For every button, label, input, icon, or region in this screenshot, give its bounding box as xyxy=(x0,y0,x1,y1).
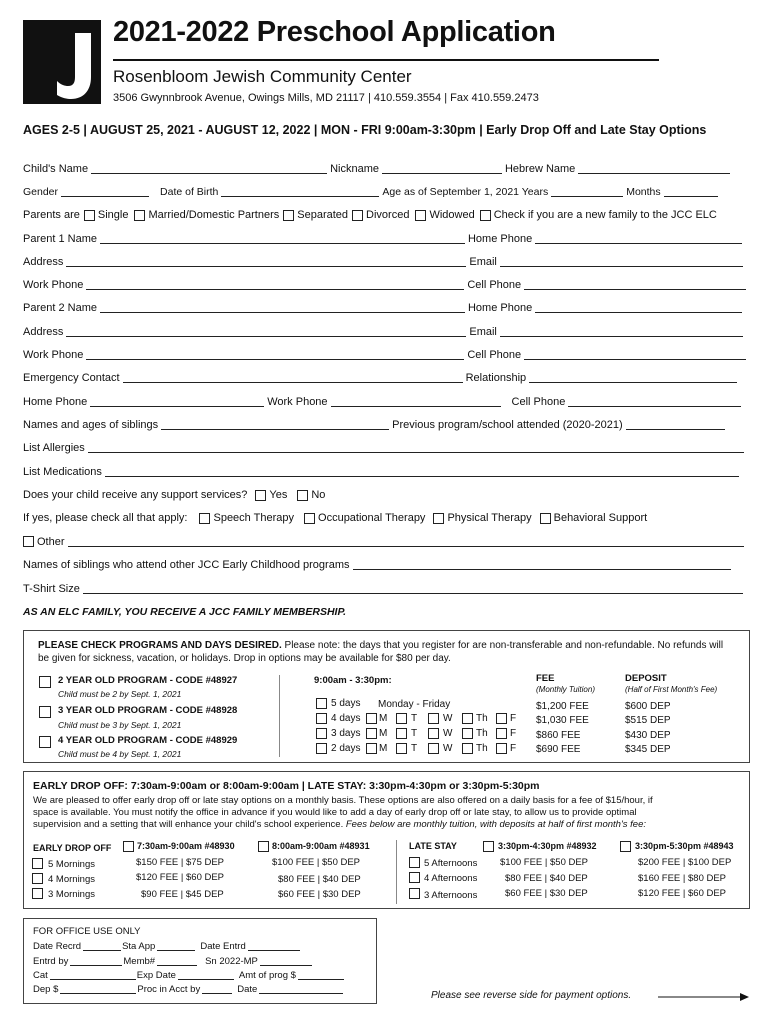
jcc-logo xyxy=(23,20,101,104)
office-row-4: Dep $ Proc in Acct by Date xyxy=(33,984,343,995)
programs-section: PLEASE CHECK PROGRAMS AND DAYS DESIRED. Please note: the days that you register for are non-transferable and non-refundable. No refunds will be given for sickness, vacation, or holidays. Drop in options may be available for $80 per day. 2 YEAR OLD PROGRAM - CODE #48927 Child must be 2 by Sept. 1, 2021 3 YEAR OLD PROGRAM - CODE #48928 Child must be 3 by Sept. 1, 2021 4 YEAR OLD PROGRAM - CODE #48929 Child must be 4 by Sept. 1, 2021 9:00am - 3:30pm: Monday - Friday 5 days 4 days M T W Th F 3 days M T W Th F 2 days M T W Th F FEE (Monthly Tuition) DEPOSIT (Half of First Month's Fee) $1,200 FEE $1,030 FEE $860 FEE $690 FEE $600 DEP $515 DEP $430 DEP $345 DEP xyxy=(23,630,750,763)
cat-field[interactable] xyxy=(50,971,136,980)
programs-heading: PLEASE CHECK PROGRAMS AND DAYS DESIRED. xyxy=(38,640,282,651)
support-yes-checkbox[interactable] xyxy=(255,490,266,501)
days5-checkbox[interactable] xyxy=(316,698,327,709)
afternoons4-checkbox[interactable] xyxy=(409,872,420,883)
opt-330-430-checkbox[interactable] xyxy=(483,841,494,852)
mornings3-checkbox[interactable] xyxy=(32,888,43,899)
occupational-therapy-checkbox[interactable] xyxy=(304,513,315,524)
days4-f-checkbox[interactable] xyxy=(496,713,507,724)
deposit-heading: DEPOSIT xyxy=(625,673,667,684)
deposit-5days: $600 DEP xyxy=(625,701,671,712)
widowed-checkbox[interactable] xyxy=(415,210,426,221)
parent2-address-field[interactable] xyxy=(66,326,466,337)
parent2-work-phone-field[interactable] xyxy=(86,349,464,360)
opt-800-checkbox[interactable] xyxy=(258,841,269,852)
afternoons3-label: 3 Afternoons xyxy=(424,890,478,901)
program-2yr-checkbox[interactable] xyxy=(39,676,51,688)
row-allergies: List Allergies xyxy=(23,442,747,454)
age-years-field[interactable] xyxy=(551,186,623,197)
nickname-field[interactable] xyxy=(382,163,502,174)
office-date-field[interactable] xyxy=(259,985,343,994)
opt3-fee-5: $100 FEE | $50 DEP xyxy=(500,857,589,868)
programs-note-1: Please note: the days that you register for are non-transferable and non-refundable. No refunds will xyxy=(284,640,724,651)
single-checkbox[interactable] xyxy=(84,210,95,221)
days4-m-checkbox[interactable] xyxy=(366,713,377,724)
row-parent1-address: Address Email xyxy=(23,256,746,268)
dob-field[interactable] xyxy=(221,186,379,197)
early-late-heading: EARLY DROP OFF: 7:30am-9:00am or 8:00am-9:00am | LATE STAY: 3:30pm-4:30pm or 3:30pm-5:30pm xyxy=(33,780,540,792)
days2-t-checkbox[interactable] xyxy=(396,743,407,754)
days3-f-checkbox[interactable] xyxy=(496,728,507,739)
early-late-divider xyxy=(396,840,397,904)
row-parent1-name: Parent 1 Name Home Phone xyxy=(23,233,745,245)
speech-therapy-checkbox[interactable] xyxy=(199,513,210,524)
opt3-fee-4: $80 FEE | $40 DEP xyxy=(505,873,588,884)
opt3-fee-3: $60 FEE | $30 DEP xyxy=(505,888,588,899)
fee-heading: FEE xyxy=(536,673,555,684)
divorced-checkbox[interactable] xyxy=(352,210,363,221)
row-parent2-work: Work Phone Cell Phone xyxy=(23,349,749,361)
deposit-3days: $430 DEP xyxy=(625,730,671,741)
parent2-home-phone-field[interactable] xyxy=(535,302,742,313)
days4-checkbox[interactable] xyxy=(316,713,327,724)
parent1-email-field[interactable] xyxy=(500,256,743,267)
other-checkbox[interactable] xyxy=(23,536,34,547)
program-3yr-checkbox[interactable] xyxy=(39,706,51,718)
gender-field[interactable] xyxy=(61,186,149,197)
support-no-checkbox[interactable] xyxy=(297,490,308,501)
program-3yr-title: 3 YEAR OLD PROGRAM - CODE #48928 xyxy=(58,705,238,716)
days3-checkbox[interactable] xyxy=(316,728,327,739)
deposit-subheading: (Half of First Month's Fee) xyxy=(625,685,718,694)
emergency-cell-phone-field[interactable] xyxy=(568,396,741,407)
program-3yr-requirement: Child must be 3 by Sept. 1, 2021 xyxy=(58,720,182,730)
emergency-work-phone-field[interactable] xyxy=(331,396,501,407)
mornings5-label: 5 Mornings xyxy=(48,859,95,870)
emergency-home-phone-field[interactable] xyxy=(90,396,264,407)
proc-in-acct-field[interactable] xyxy=(202,985,232,994)
opt1-fee-4: $120 FEE | $60 DEP xyxy=(136,872,225,883)
opt-730-checkbox[interactable] xyxy=(123,841,134,852)
opt1-fee-5: $150 FEE | $75 DEP xyxy=(136,857,225,868)
programs-note-2: be given for sickness, vacation, or holidays. Drop in options may be available for $80 per day. xyxy=(38,653,451,664)
program-2yr-title: 2 YEAR OLD PROGRAM - CODE #48927 xyxy=(58,675,238,686)
sta-app-field[interactable] xyxy=(157,942,195,951)
parent2-email-field[interactable] xyxy=(500,326,743,337)
fee-subheading: (Monthly Tuition) xyxy=(536,685,595,694)
mornings3-label: 3 Mornings xyxy=(48,889,95,900)
opt2-fee-5: $100 FEE | $50 DEP xyxy=(272,857,361,868)
row-services: If yes, please check all that apply: Speech Therapy Occupational Therapy Physical Therapy Behavioral Support xyxy=(23,512,648,524)
row-child-name: Child's Name Nickname Hebrew Name xyxy=(23,163,733,175)
opt-800-label: 8:00am-9:00am #48931 xyxy=(272,841,370,851)
parent2-cell-phone-field[interactable] xyxy=(524,349,746,360)
opt2-fee-3: $60 FEE | $30 DEP xyxy=(278,889,361,900)
date-entrd-field[interactable] xyxy=(248,942,300,951)
days4-t-checkbox[interactable] xyxy=(396,713,407,724)
organization-name: Rosenbloom Jewish Community Center xyxy=(113,67,412,86)
entrd-by-field[interactable] xyxy=(70,957,122,966)
parent1-address-field[interactable] xyxy=(66,256,466,267)
program-4yr-title: 4 YEAR OLD PROGRAM - CODE #48929 xyxy=(58,735,238,746)
sn-2022-mp-field[interactable] xyxy=(260,957,312,966)
days2-w-checkbox[interactable] xyxy=(428,743,439,754)
row-other: Other xyxy=(23,536,747,548)
row-support: Does your child receive any support services? Yes No xyxy=(23,489,326,501)
mon-fri-label: Monday - Friday xyxy=(378,699,451,710)
opt4-fee-4: $160 FEE | $80 DEP xyxy=(638,873,727,884)
age-months-field[interactable] xyxy=(664,186,718,197)
opt-330-530-label: 3:30pm-5:30pm #48943 xyxy=(635,841,734,851)
row-parents-are: Parents are Single Married/Domestic Partners Separated Divorced Widowed Check if you are a new family to the JCC ELC xyxy=(23,209,717,221)
organization-address: 3506 Gwynnbrook Avenue, Owings Mills, MD 21117 | 410.559.3554 | Fax 410.559.2473 xyxy=(113,92,539,104)
row-emergency-phones: Home Phone Work Phone Cell Phone xyxy=(23,396,744,408)
office-use-section xyxy=(23,918,377,1004)
program-banner: AGES 2-5 | AUGUST 25, 2021 - AUGUST 12, 2022 | MON - FRI 9:00am-3:30pm | Early Drop Off and Late Stay Options xyxy=(23,123,707,137)
days5-label: 5 days xyxy=(331,698,361,709)
opt-730-label: 7:30am-9:00am #48930 xyxy=(137,841,235,851)
row-siblings-jcc: Names of siblings who attend other JCC Early Childhood programs xyxy=(23,559,734,571)
early-dropoff-label: EARLY DROP OFF xyxy=(33,843,112,853)
fee-2days: $690 FEE xyxy=(536,744,581,755)
separated-checkbox[interactable] xyxy=(283,210,294,221)
row-parent2-address: Address Email xyxy=(23,326,746,338)
reverse-side-note: Please see reverse side for payment options. xyxy=(431,990,632,1001)
emergency-contact-field[interactable] xyxy=(123,372,463,383)
days3-label: 3 days xyxy=(331,728,361,739)
title-divider xyxy=(113,59,659,61)
mornings4-label: 4 Mornings xyxy=(48,874,95,885)
arrow-right-icon xyxy=(658,991,750,1003)
siblings-field[interactable] xyxy=(161,419,389,430)
mornings4-checkbox[interactable] xyxy=(32,873,43,884)
parent2-name-field[interactable] xyxy=(100,302,465,313)
previous-program-field[interactable] xyxy=(626,419,725,430)
days3-th-checkbox[interactable] xyxy=(462,728,473,739)
days4-label: 4 days xyxy=(331,713,361,724)
days3-t-checkbox[interactable] xyxy=(396,728,407,739)
row-medications: List Medications xyxy=(23,466,742,478)
membership-note: AS AN ELC FAMILY, YOU RECEIVE A JCC FAMILY MEMBERSHIP. xyxy=(23,606,347,618)
early-late-p1: We are pleased to offer early drop off or late stay options on a monthly basis. These options are also offered on a daily basis for a fee of $15/hour, if xyxy=(33,795,653,806)
date-recrd-field[interactable] xyxy=(83,942,121,951)
jcc-logo-j-icon xyxy=(57,33,97,99)
page-title: 2021-2022 Preschool Application xyxy=(113,16,556,48)
row-emergency: Emergency Contact Relationship xyxy=(23,372,740,384)
program-4yr-checkbox[interactable] xyxy=(39,736,51,748)
opt1-fee-3: $90 FEE | $45 DEP xyxy=(141,889,224,900)
early-late-section xyxy=(23,771,750,909)
days4-w-checkbox[interactable] xyxy=(428,713,439,724)
days4-th-checkbox[interactable] xyxy=(462,713,473,724)
days2-checkbox[interactable] xyxy=(316,743,327,754)
tshirt-size-field[interactable] xyxy=(83,583,743,594)
program-hours: 9:00am - 3:30pm: xyxy=(314,675,392,686)
afternoons5-checkbox[interactable] xyxy=(409,857,420,868)
memb-field[interactable] xyxy=(157,957,197,966)
parent1-home-phone-field[interactable] xyxy=(535,233,742,244)
row-siblings: Names and ages of siblings Previous program/school attended (2020-2021) xyxy=(23,419,728,431)
row-tshirt: T-Shirt Size xyxy=(23,583,746,595)
afternoons5-label: 5 Afternoons xyxy=(424,858,478,869)
fee-4days: $1,030 FEE xyxy=(536,715,589,726)
mornings5-checkbox[interactable] xyxy=(32,858,43,869)
new-family-checkbox[interactable] xyxy=(480,210,491,221)
program-4yr-requirement: Child must be 4 by Sept. 1, 2021 xyxy=(58,749,182,759)
fee-3days: $860 FEE xyxy=(536,730,581,741)
office-row-2: Entrd by Memb# Sn 2022-MP xyxy=(33,956,312,967)
opt-330-530-checkbox[interactable] xyxy=(620,841,631,852)
opt2-fee-4: $80 FEE | $40 DEP xyxy=(278,874,361,885)
fee-5days: $1,200 FEE xyxy=(536,701,589,712)
deposit-2days: $345 DEP xyxy=(625,744,671,755)
deposit-4days: $515 DEP xyxy=(625,715,671,726)
days2-m-checkbox[interactable] xyxy=(366,743,377,754)
parent1-name-field[interactable] xyxy=(100,233,465,244)
dep-field[interactable] xyxy=(60,985,136,994)
program-2yr-requirement: Child must be 2 by Sept. 1, 2021 xyxy=(58,689,182,699)
days3-w-checkbox[interactable] xyxy=(428,728,439,739)
office-use-heading: FOR OFFICE USE ONLY xyxy=(33,926,141,937)
programs-divider xyxy=(279,675,280,757)
days3-m-checkbox[interactable] xyxy=(366,728,377,739)
married-checkbox[interactable] xyxy=(134,210,145,221)
opt-330-430-label: 3:30pm-4:30pm #48932 xyxy=(498,841,597,851)
days2-label: 2 days xyxy=(331,743,361,754)
physical-therapy-checkbox[interactable] xyxy=(433,513,444,524)
parent1-cell-phone-field[interactable] xyxy=(524,279,746,290)
row-gender: Gender Date of Birth Age as of September 1, 2021 Years Months xyxy=(23,186,721,198)
late-stay-label: LATE STAY xyxy=(409,841,457,851)
exp-date-field[interactable] xyxy=(178,971,234,980)
office-row-1: Date Recrd Sta App Date Entrd xyxy=(33,941,300,952)
hebrew-name-field[interactable] xyxy=(578,163,730,174)
allergies-field[interactable] xyxy=(88,442,744,453)
opt4-fee-5: $200 FEE | $100 DEP xyxy=(638,857,732,868)
row-parent2-name: Parent 2 Name Home Phone xyxy=(23,302,745,314)
early-late-p3: supervision and a setting that will enhance your child's school experience. xyxy=(33,819,344,830)
afternoons4-label: 4 Afternoons xyxy=(424,873,478,884)
medications-field[interactable] xyxy=(105,466,739,477)
amt-of-prog-field[interactable] xyxy=(298,971,344,980)
behavioral-support-checkbox[interactable] xyxy=(540,513,551,524)
office-row-3: Cat Exp Date Amt of prog $ xyxy=(33,970,344,981)
parent1-work-phone-field[interactable] xyxy=(86,279,464,290)
days2-th-checkbox[interactable] xyxy=(462,743,473,754)
row-parent1-work: Work Phone Cell Phone xyxy=(23,279,749,291)
afternoons3-checkbox[interactable] xyxy=(409,888,420,899)
opt4-fee-3: $120 FEE | $60 DEP xyxy=(638,888,727,899)
childs-name-field[interactable] xyxy=(91,163,327,174)
early-late-fees-note: Fees below are monthly tuition, with deposits at half of first month's fee: xyxy=(345,819,647,830)
siblings-jcc-field[interactable] xyxy=(353,559,731,570)
other-field[interactable] xyxy=(68,536,744,547)
relationship-field[interactable] xyxy=(529,372,737,383)
days2-f-checkbox[interactable] xyxy=(496,743,507,754)
early-late-p2: space is available. You must notify the office in advance if you would like to add a day of early drop off or late stay, to allow us to provide optimal xyxy=(33,807,637,818)
